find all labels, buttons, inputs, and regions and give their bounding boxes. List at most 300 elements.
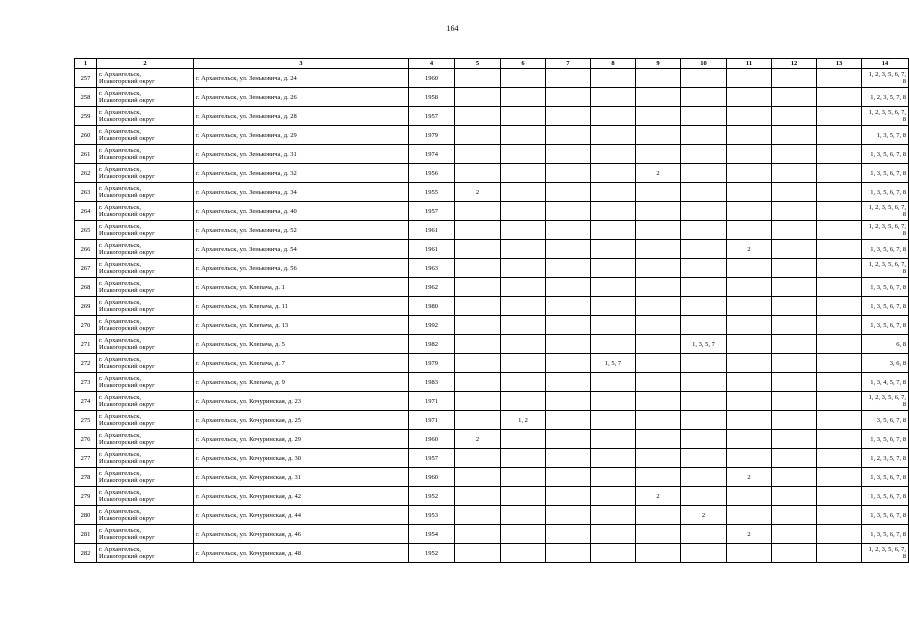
col-9-value <box>636 278 681 297</box>
page-number: 164 <box>446 24 459 33</box>
col-11-value <box>727 392 772 411</box>
col-8-value <box>591 183 636 202</box>
col-7-value <box>546 316 591 335</box>
housing-register-table <box>74 58 909 563</box>
year-built: 1979 <box>409 126 455 145</box>
table-row <box>75 221 909 240</box>
col-8-value <box>591 126 636 145</box>
district <box>97 164 194 183</box>
col-9-value <box>636 449 681 468</box>
col-13-value <box>817 411 862 430</box>
col-14-value: 3, 5, 6, 7, 8 <box>862 411 909 430</box>
col-8-value <box>591 411 636 430</box>
col-9-value <box>636 107 681 126</box>
col-header-12: 12 <box>772 59 817 69</box>
district <box>97 259 194 278</box>
district-city: г. Архангельск, <box>99 527 141 534</box>
row-number: 275 <box>75 411 97 430</box>
table-row <box>75 430 909 449</box>
district-city: г. Архангельск, <box>99 261 141 268</box>
col-11-value <box>727 335 772 354</box>
district-area: Исакогорский округ <box>99 420 155 427</box>
col-12-value <box>772 506 817 525</box>
district-area: Исакогорский округ <box>99 344 155 351</box>
year-built: 1956 <box>409 164 455 183</box>
district <box>97 278 194 297</box>
col-14-value: 1, 2, 3, 5, 6, 7, 8 <box>862 544 909 563</box>
table-row <box>75 278 909 297</box>
district <box>97 69 194 88</box>
address: г. Архангельск, ул. Клепача, д. 9 <box>194 373 409 392</box>
col-14-value: 1, 3, 5, 6, 7, 8 <box>862 278 909 297</box>
col-7-value <box>546 221 591 240</box>
col-14-value: 1, 3, 5, 6, 7, 8 <box>862 468 909 487</box>
col-10-value <box>681 373 727 392</box>
col-11-value <box>727 506 772 525</box>
address: г. Архангельск, ул. Кочуринская, д. 30 <box>194 449 409 468</box>
col-7-value <box>546 88 591 107</box>
district <box>97 544 194 563</box>
col-13-value <box>817 335 862 354</box>
district-city: г. Архангельск, <box>99 432 141 439</box>
col-5-value <box>455 240 501 259</box>
col-header-8: 8 <box>591 59 636 69</box>
year-built: 1960 <box>409 69 455 88</box>
district-city: г. Архангельск, <box>99 451 141 458</box>
col-8-value <box>591 88 636 107</box>
address: г. Архангельск, ул. Зеньковича, д. 40 <box>194 202 409 221</box>
col-8-value <box>591 430 636 449</box>
year-built: 1971 <box>409 392 455 411</box>
col-12-value <box>772 468 817 487</box>
col-12-value <box>772 544 817 563</box>
district <box>97 183 194 202</box>
district-area: Исакогорский округ <box>99 496 155 503</box>
col-12-value <box>772 430 817 449</box>
col-10-value <box>681 202 727 221</box>
col-5-value <box>455 487 501 506</box>
district-area: Исакогорский округ <box>99 173 155 180</box>
district-city: г. Архангельск, <box>99 375 141 382</box>
col-6-value <box>501 506 546 525</box>
table-row <box>75 107 909 126</box>
district-area: Исакогорский округ <box>99 78 155 85</box>
year-built: 1957 <box>409 202 455 221</box>
col-7-value <box>546 145 591 164</box>
col-10-value <box>681 183 727 202</box>
col-11-value <box>727 145 772 164</box>
col-12-value <box>772 88 817 107</box>
district-city: г. Архангельск, <box>99 128 141 135</box>
col-13-value <box>817 259 862 278</box>
col-header-9: 9 <box>636 59 681 69</box>
table-row <box>75 164 909 183</box>
col-7-value <box>546 506 591 525</box>
col-13-value <box>817 487 862 506</box>
row-number: 281 <box>75 525 97 544</box>
row-number: 271 <box>75 335 97 354</box>
district-city: г. Архангельск, <box>99 299 141 306</box>
col-7-value <box>546 164 591 183</box>
district-city: г. Архангельск, <box>99 356 141 363</box>
col-header-7: 7 <box>546 59 591 69</box>
col-8-value <box>591 468 636 487</box>
col-5-value <box>455 297 501 316</box>
col-14-value: 1, 3, 5, 6, 7, 8 <box>862 525 909 544</box>
col-13-value <box>817 221 862 240</box>
district-area: Исакогорский округ <box>99 401 155 408</box>
row-number: 274 <box>75 392 97 411</box>
col-11-value: 2 <box>727 525 772 544</box>
col-header-2: 2 <box>97 59 194 69</box>
table-row <box>75 126 909 145</box>
col-11-value <box>727 544 772 563</box>
district-city: г. Архангельск, <box>99 109 141 116</box>
col-14-value: 1, 2, 3, 5, 7, 8 <box>862 449 909 468</box>
col-12-value <box>772 335 817 354</box>
district-area: Исакогорский округ <box>99 382 155 389</box>
col-10-value <box>681 88 727 107</box>
col-12-value <box>772 107 817 126</box>
table-row <box>75 354 909 373</box>
address: г. Архангельск, ул. Кочуринская, д. 25 <box>194 411 409 430</box>
col-8-value <box>591 297 636 316</box>
col-14-value: 1, 3, 5, 6, 7, 8 <box>862 145 909 164</box>
col-10-value <box>681 259 727 278</box>
col-10-value <box>681 221 727 240</box>
col-13-value <box>817 107 862 126</box>
col-7-value <box>546 69 591 88</box>
col-6-value <box>501 240 546 259</box>
col-7-value <box>546 544 591 563</box>
address: г. Архангельск, ул. Кочуринская, д. 46 <box>194 525 409 544</box>
col-6-value <box>501 297 546 316</box>
address: г. Архангельск, ул. Клепача, д. 11 <box>194 297 409 316</box>
col-7-value <box>546 259 591 278</box>
district-area: Исакогорский округ <box>99 363 155 370</box>
district <box>97 354 194 373</box>
year-built: 1961 <box>409 240 455 259</box>
col-5-value <box>455 316 501 335</box>
table-row <box>75 240 909 259</box>
col-header-10: 10 <box>681 59 727 69</box>
address: г. Архангельск, ул. Кочуринская, д. 42 <box>194 487 409 506</box>
col-9-value <box>636 544 681 563</box>
col-12-value <box>772 69 817 88</box>
district-city: г. Архангельск, <box>99 71 141 78</box>
col-10-value <box>681 525 727 544</box>
row-number: 280 <box>75 506 97 525</box>
col-7-value <box>546 411 591 430</box>
district <box>97 506 194 525</box>
col-11-value: 2 <box>727 240 772 259</box>
district <box>97 221 194 240</box>
col-12-value <box>772 354 817 373</box>
col-13-value <box>817 430 862 449</box>
col-6-value <box>501 487 546 506</box>
col-6-value <box>501 449 546 468</box>
col-5-value <box>455 392 501 411</box>
col-10-value <box>681 278 727 297</box>
col-10-value <box>681 449 727 468</box>
col-14-value: 1, 3, 5, 6, 7, 8 <box>862 316 909 335</box>
col-9-value <box>636 354 681 373</box>
col-7-value <box>546 183 591 202</box>
row-number: 268 <box>75 278 97 297</box>
year-built: 1982 <box>409 335 455 354</box>
district-city: г. Архангельск, <box>99 508 141 515</box>
row-number: 262 <box>75 164 97 183</box>
district-area: Исакогорский округ <box>99 553 155 560</box>
col-7-value <box>546 525 591 544</box>
district-city: г. Архангельск, <box>99 90 141 97</box>
col-header-1: 1 <box>75 59 97 69</box>
row-number: 278 <box>75 468 97 487</box>
district-area: Исакогорский округ <box>99 287 155 294</box>
col-13-value <box>817 145 862 164</box>
col-12-value <box>772 316 817 335</box>
col-11-value <box>727 316 772 335</box>
district <box>97 202 194 221</box>
district-city: г. Архангельск, <box>99 185 141 192</box>
year-built: 1957 <box>409 449 455 468</box>
year-built: 1961 <box>409 221 455 240</box>
address: г. Архангельск, ул. Зеньковича, д. 31 <box>194 145 409 164</box>
row-number: 272 <box>75 354 97 373</box>
col-6-value <box>501 126 546 145</box>
col-13-value <box>817 202 862 221</box>
col-7-value <box>546 354 591 373</box>
row-number: 282 <box>75 544 97 563</box>
col-8-value <box>591 259 636 278</box>
col-13-value <box>817 164 862 183</box>
col-11-value <box>727 297 772 316</box>
col-13-value <box>817 297 862 316</box>
col-9-value <box>636 126 681 145</box>
col-8-value <box>591 107 636 126</box>
col-7-value <box>546 202 591 221</box>
col-6-value <box>501 202 546 221</box>
district <box>97 126 194 145</box>
district-city: г. Архангельск, <box>99 394 141 401</box>
year-built: 1974 <box>409 145 455 164</box>
col-8-value <box>591 164 636 183</box>
col-13-value <box>817 392 862 411</box>
district-area: Исакогорский округ <box>99 97 155 104</box>
col-8-value <box>591 69 636 88</box>
col-7-value <box>546 297 591 316</box>
address: г. Архангельск, ул. Зеньковича, д. 28 <box>194 107 409 126</box>
col-5-value <box>455 221 501 240</box>
district-city: г. Архангельск, <box>99 413 141 420</box>
col-14-value: 1, 3, 5, 7, 8 <box>862 126 909 145</box>
district-area: Исакогорский округ <box>99 458 155 465</box>
district-city: г. Архангельск, <box>99 470 141 477</box>
col-5-value: 2 <box>455 430 501 449</box>
col-8-value: 1, 5, 7 <box>591 354 636 373</box>
district-area: Исакогорский округ <box>99 192 155 199</box>
address: г. Архангельск, ул. Клепача, д. 7 <box>194 354 409 373</box>
table-row <box>75 525 909 544</box>
col-12-value <box>772 259 817 278</box>
col-12-value <box>772 240 817 259</box>
district <box>97 145 194 164</box>
col-10-value <box>681 411 727 430</box>
row-number: 259 <box>75 107 97 126</box>
col-14-value: 1, 2, 3, 5, 7, 8 <box>862 88 909 107</box>
col-5-value <box>455 449 501 468</box>
col-14-value: 1, 2, 3, 5, 6, 7, 8 <box>862 392 909 411</box>
col-14-value: 3, 6, 8 <box>862 354 909 373</box>
row-number: 277 <box>75 449 97 468</box>
address: г. Архангельск, ул. Кочуринская, д. 23 <box>194 392 409 411</box>
district-area: Исакогорский округ <box>99 477 155 484</box>
district <box>97 297 194 316</box>
col-12-value <box>772 278 817 297</box>
col-14-value: 1, 3, 5, 6, 7, 8 <box>862 506 909 525</box>
col-14-value: 1, 3, 5, 6, 7, 8 <box>862 240 909 259</box>
col-11-value <box>727 430 772 449</box>
address: г. Архангельск, ул. Зеньковича, д. 34 <box>194 183 409 202</box>
table-row <box>75 392 909 411</box>
col-9-value <box>636 221 681 240</box>
table-row <box>75 468 909 487</box>
district <box>97 487 194 506</box>
col-9-value <box>636 430 681 449</box>
district <box>97 107 194 126</box>
col-9-value <box>636 373 681 392</box>
table-body <box>75 69 909 563</box>
col-7-value <box>546 430 591 449</box>
row-number: 266 <box>75 240 97 259</box>
district <box>97 240 194 259</box>
col-11-value <box>727 88 772 107</box>
col-8-value <box>591 373 636 392</box>
col-14-value: 1, 3, 4, 5, 7, 8 <box>862 373 909 392</box>
col-6-value <box>501 69 546 88</box>
district-city: г. Архангельск, <box>99 280 141 287</box>
col-9-value <box>636 183 681 202</box>
col-header-14: 14 <box>862 59 909 69</box>
year-built: 1953 <box>409 506 455 525</box>
col-9-value: 2 <box>636 487 681 506</box>
row-number: 258 <box>75 88 97 107</box>
col-13-value <box>817 506 862 525</box>
col-7-value <box>546 373 591 392</box>
year-built: 1962 <box>409 278 455 297</box>
col-8-value <box>591 487 636 506</box>
col-9-value <box>636 468 681 487</box>
col-5-value <box>455 411 501 430</box>
col-6-value <box>501 259 546 278</box>
col-14-value: 1, 2, 3, 5, 6, 7, 8 <box>862 259 909 278</box>
col-14-value: 1, 2, 3, 5, 6, 7, 8 <box>862 69 909 88</box>
col-13-value <box>817 278 862 297</box>
col-13-value <box>817 69 862 88</box>
district-area: Исакогорский округ <box>99 249 155 256</box>
col-8-value <box>591 145 636 164</box>
col-12-value <box>772 145 817 164</box>
district-city: г. Архангельск, <box>99 223 141 230</box>
year-built: 1971 <box>409 411 455 430</box>
col-11-value <box>727 183 772 202</box>
year-built: 1952 <box>409 544 455 563</box>
col-5-value <box>455 335 501 354</box>
col-7-value <box>546 487 591 506</box>
col-header-11: 11 <box>727 59 772 69</box>
col-10-value <box>681 107 727 126</box>
table-row <box>75 506 909 525</box>
col-12-value <box>772 411 817 430</box>
district-city: г. Архангельск, <box>99 204 141 211</box>
col-11-value <box>727 221 772 240</box>
col-13-value <box>817 126 862 145</box>
table-row <box>75 259 909 278</box>
row-number: 270 <box>75 316 97 335</box>
row-number: 261 <box>75 145 97 164</box>
col-5-value <box>455 164 501 183</box>
col-6-value <box>501 278 546 297</box>
district <box>97 88 194 107</box>
row-number: 257 <box>75 69 97 88</box>
year-built: 1983 <box>409 373 455 392</box>
col-12-value <box>772 297 817 316</box>
col-6-value <box>501 107 546 126</box>
col-header-5: 5 <box>455 59 501 69</box>
col-7-value <box>546 468 591 487</box>
col-14-value: 1, 3, 5, 6, 7, 8 <box>862 430 909 449</box>
col-5-value: 2 <box>455 183 501 202</box>
col-12-value <box>772 202 817 221</box>
year-built: 1954 <box>409 525 455 544</box>
col-9-value <box>636 145 681 164</box>
col-7-value <box>546 449 591 468</box>
col-5-value <box>455 525 501 544</box>
district <box>97 411 194 430</box>
table-row <box>75 544 909 563</box>
col-8-value <box>591 392 636 411</box>
col-5-value <box>455 544 501 563</box>
district-area: Исакогорский округ <box>99 116 155 123</box>
col-13-value <box>817 88 862 107</box>
col-6-value <box>501 544 546 563</box>
col-6-value <box>501 468 546 487</box>
col-13-value <box>817 354 862 373</box>
col-9-value <box>636 259 681 278</box>
year-built: 1955 <box>409 183 455 202</box>
row-number: 273 <box>75 373 97 392</box>
col-9-value <box>636 506 681 525</box>
row-number: 264 <box>75 202 97 221</box>
col-13-value <box>817 240 862 259</box>
col-11-value <box>727 69 772 88</box>
col-12-value <box>772 449 817 468</box>
address: г. Архангельск, ул. Зеньковича, д. 32 <box>194 164 409 183</box>
col-11-value <box>727 278 772 297</box>
col-header-13: 13 <box>817 59 862 69</box>
col-10-value: 2 <box>681 506 727 525</box>
table-row <box>75 335 909 354</box>
col-6-value: 1, 2 <box>501 411 546 430</box>
col-10-value <box>681 487 727 506</box>
col-6-value <box>501 221 546 240</box>
col-14-value: 1, 3, 5, 6, 7, 8 <box>862 183 909 202</box>
year-built: 1979 <box>409 354 455 373</box>
col-8-value <box>591 316 636 335</box>
col-10-value <box>681 126 727 145</box>
table-row <box>75 183 909 202</box>
col-11-value <box>727 411 772 430</box>
